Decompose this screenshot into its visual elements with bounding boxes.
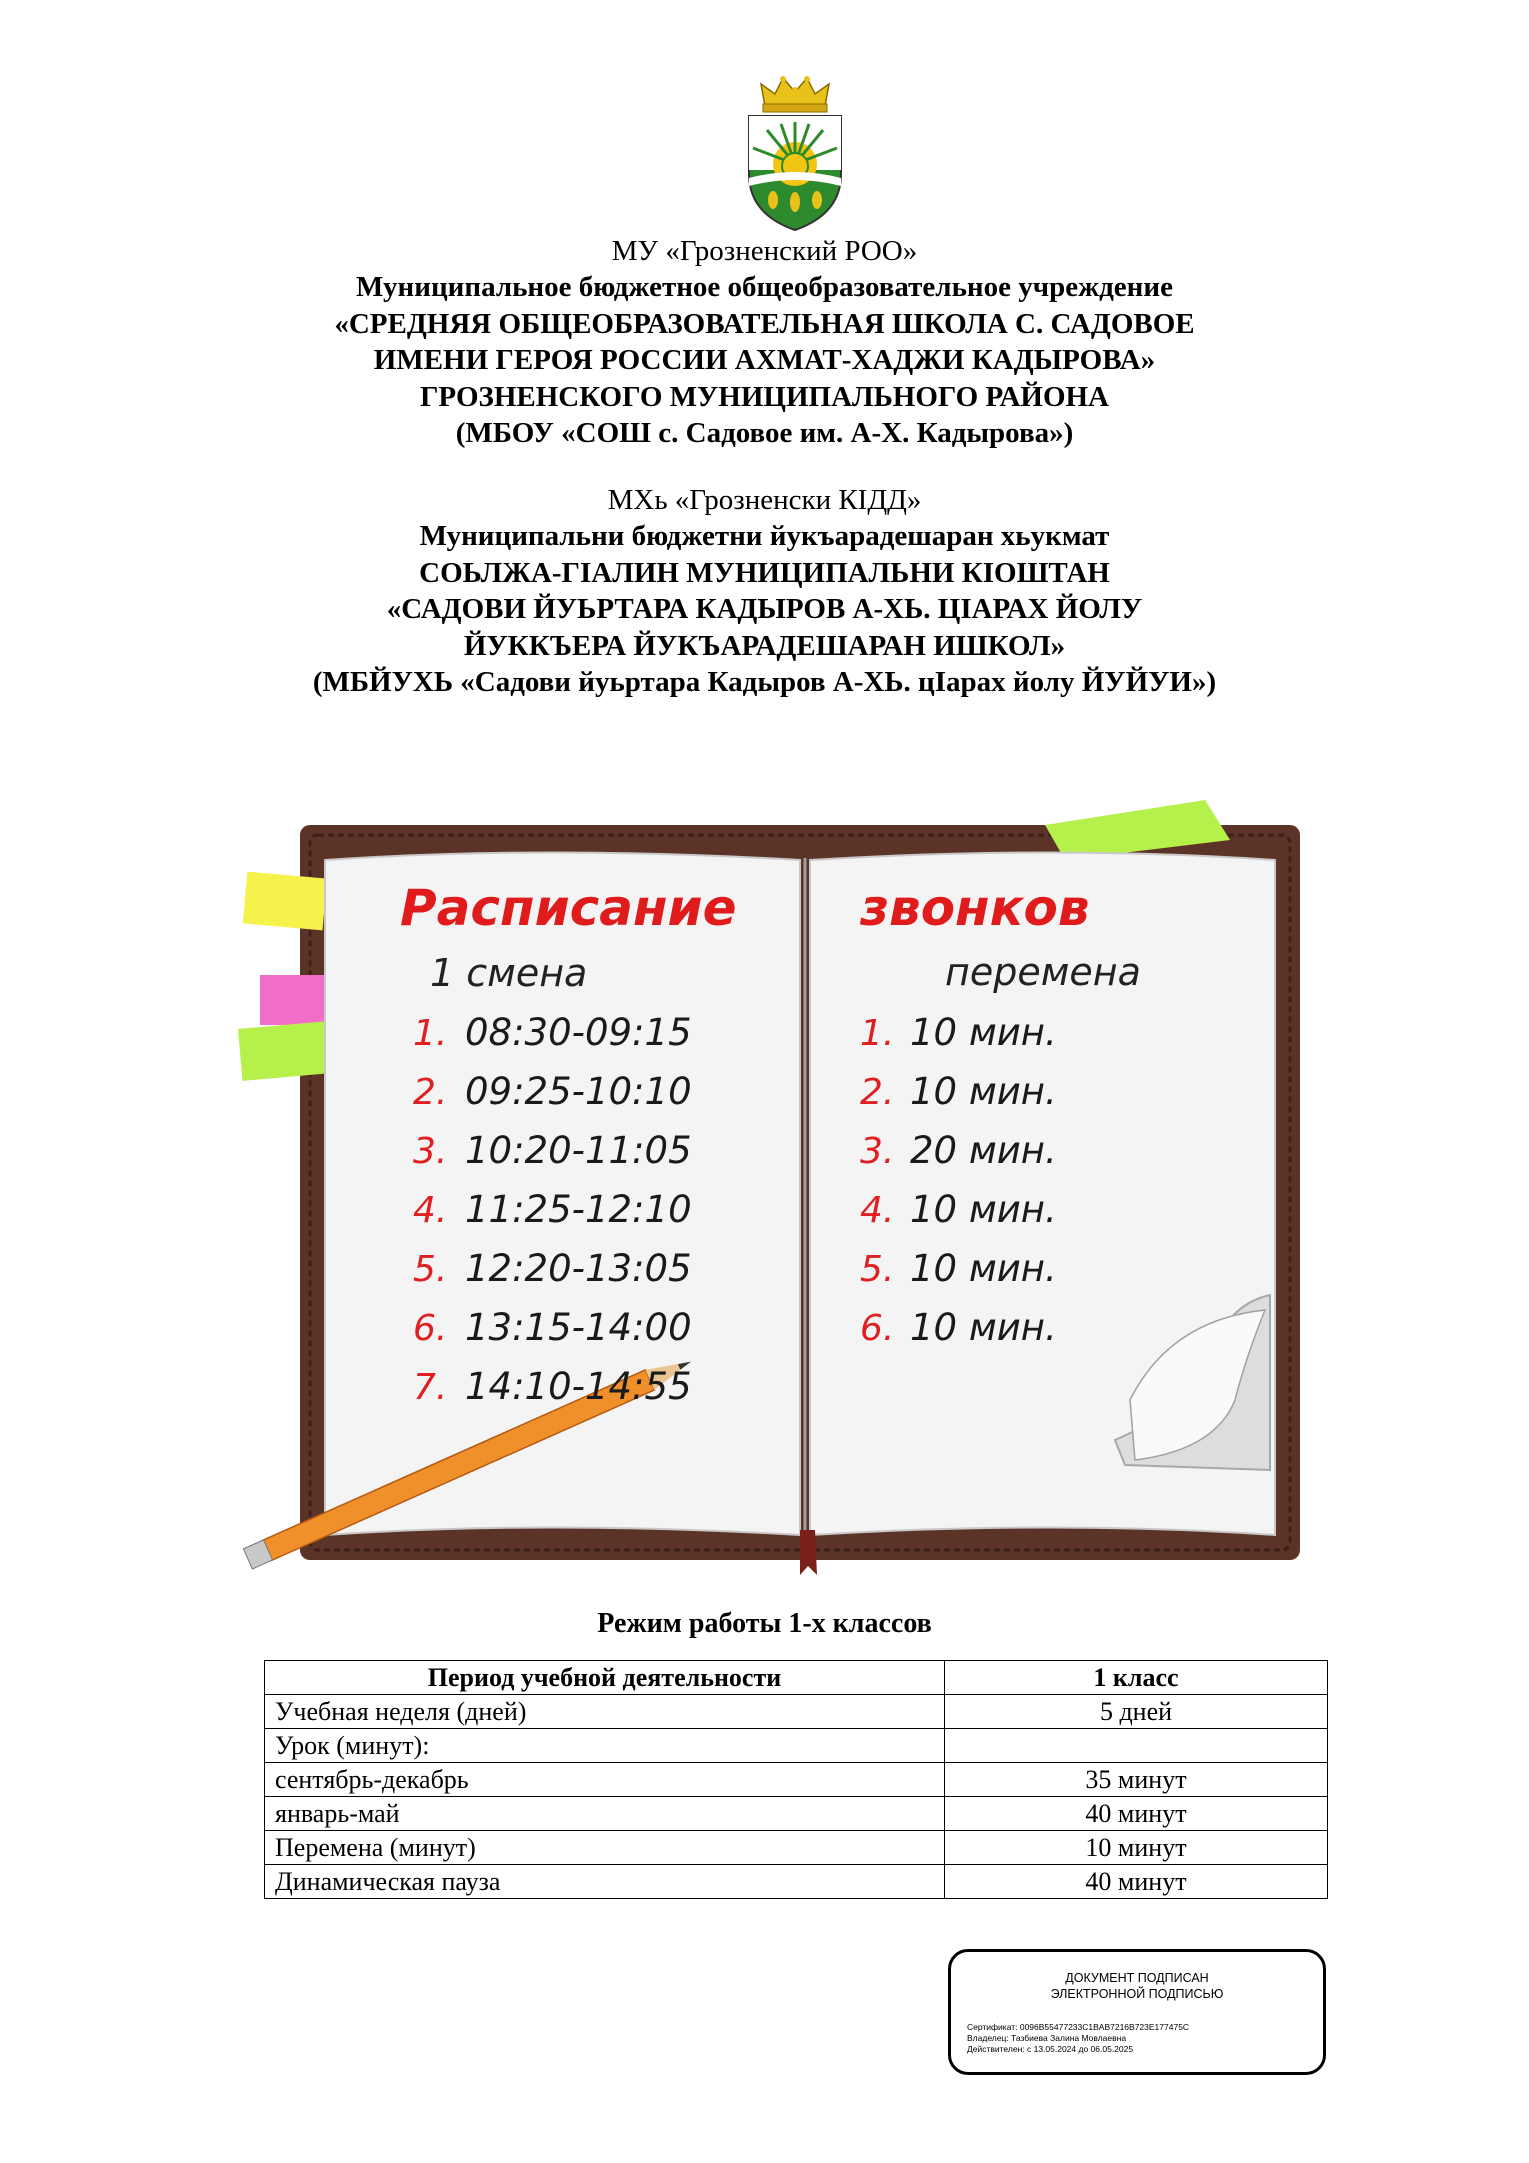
table-row: [265, 1797, 1328, 1831]
table-cell: Динамическая пауза: [265, 1865, 945, 1899]
lesson-number: 7.: [413, 1367, 448, 1408]
lesson-number: 5.: [413, 1249, 448, 1290]
lesson-time: 09:25-10:10: [465, 1070, 692, 1113]
lesson-number: 1.: [413, 1013, 448, 1054]
school-name-line-3: ГРОЗНЕНСКОГО МУНИЦИПАЛЬНОГО РАЙОНА: [419, 380, 1110, 413]
table-row: [265, 1729, 1328, 1763]
sticky-note-green: [238, 1021, 332, 1081]
break-number: 6.: [860, 1308, 895, 1349]
table-cell: [945, 1729, 1328, 1763]
table-cell: 35 минут: [945, 1763, 1328, 1797]
break-number: 4.: [860, 1190, 895, 1231]
school-header-chechen: [200, 482, 1329, 700]
table-cell: Урок (минут):: [265, 1729, 945, 1763]
lesson-time: 14:10-14:55: [465, 1365, 692, 1408]
shift-label: 1 смена: [430, 951, 588, 995]
institution-type: Муниципальни бюджетни йукъарадешаран хьукмат: [419, 520, 1110, 553]
school-name-line-2: ИМЕНИ ГЕРОЯ РОССИИ АХМАТ-ХАДЖИ КАДЫРОВА»: [373, 344, 1156, 377]
table-cell: 5 дней: [945, 1695, 1328, 1729]
table-cell: Перемена (минут): [265, 1831, 945, 1865]
lesson-time: 10:20-11:05: [465, 1129, 692, 1172]
lesson-time: 13:15-14:00: [465, 1306, 692, 1349]
schedule-title-right: звонков: [860, 879, 1090, 937]
break-duration: 10 мин.: [910, 1247, 1057, 1290]
break-duration: 20 мин.: [910, 1129, 1057, 1172]
table-cell: 40 минут: [945, 1865, 1328, 1899]
org-name: МУ «Грозненский РОО»: [611, 235, 918, 267]
break-column-header: перемена: [945, 950, 1141, 994]
school-name-line-3: ЙУККЪЕРА ЙУКЪАРАДЕШАРАН ИШКОЛ»: [463, 629, 1066, 662]
school-short-name: (МБЙУХЬ «Садови йуьртара Кадыров А-ХЬ. цIарах йолу ЙУЙУИ»): [312, 666, 1217, 699]
table-cell: 10 минут: [945, 1831, 1328, 1865]
electronic-signature-stamp: [948, 1949, 1326, 2075]
institution-type: Муниципальное бюджетное общеобразовательное учреждение: [356, 271, 1173, 304]
table-header-row: [265, 1661, 1328, 1695]
org-name: МХь «Грозненски КIДД»: [607, 484, 922, 516]
school-name-line-1: СОЬЛЖА-ГIАЛИН МУНИЦИПАЛЬНИ КIОШТАН: [419, 556, 1110, 589]
break-duration: 10 мин.: [910, 1188, 1057, 1231]
break-number: 2.: [860, 1072, 895, 1113]
lesson-time: 12:20-13:05: [465, 1247, 692, 1290]
table-row: [265, 1763, 1328, 1797]
lesson-number: 4.: [413, 1190, 448, 1231]
first-grade-mode-table: [264, 1660, 1328, 1899]
table-cell: январь-май: [265, 1797, 945, 1831]
mode-table-title: Режим работы 1-х классов: [597, 1608, 932, 1639]
schedule-title-left: Расписание: [400, 879, 737, 937]
table-row: [265, 1831, 1328, 1865]
crown-icon: [761, 76, 829, 112]
lesson-number: 2.: [413, 1072, 448, 1113]
break-number: 3.: [860, 1131, 895, 1172]
table-cell: 40 минут: [945, 1797, 1328, 1831]
table-row: [265, 1695, 1328, 1729]
break-number: 5.: [860, 1249, 895, 1290]
break-duration: 10 мин.: [910, 1070, 1057, 1113]
stamp-line-2: ЭЛЕКТРОННОЙ ПОДПИСЬЮ: [1050, 1987, 1224, 2001]
column-header-period: Период учебной деятельности: [265, 1661, 945, 1695]
stamp-certificate: Сертификат: 0096B55477233C1BAB7216B723E177475C: [967, 2022, 1190, 2032]
stamp-owner: Владелец: Тазбиева Залина Мовлаевна: [967, 2033, 1127, 2043]
break-number: 1.: [860, 1013, 895, 1054]
table-cell: Учебная неделя (дней): [265, 1695, 945, 1729]
school-header-russian: [200, 233, 1329, 451]
school-name-line-1: «СРЕДНЯЯ ОБЩЕОБРАЗОВАТЕЛЬНАЯ ШКОЛА С. САДОВОЕ: [334, 307, 1195, 340]
table-row: [265, 1865, 1328, 1899]
column-header-grade: 1 класс: [945, 1661, 1328, 1695]
bell-schedule-notebook: [225, 800, 1325, 1590]
break-duration: 10 мин.: [910, 1011, 1057, 1054]
lesson-number: 3.: [413, 1131, 448, 1172]
school-short-name: (МБОУ «СОШ с. Садовое им. А-Х. Кадырова»): [455, 417, 1074, 450]
lesson-time: 11:25-12:10: [465, 1188, 692, 1231]
table-cell: сентябрь-декабрь: [265, 1763, 945, 1797]
school-name-line-2: «САДОВИ ЙУЬРТАРА КАДЫРОВ А-ХЬ. ЦIАРАХ ЙОЛУ: [386, 593, 1143, 626]
sticky-note-yellow: [243, 872, 327, 931]
stamp-validity: Действителен: с 13.05.2024 до 06.05.2025: [967, 2044, 1134, 2054]
district-coat-of-arms-emblem: [743, 74, 847, 232]
break-duration: 10 мин.: [910, 1306, 1057, 1349]
lesson-number: 6.: [413, 1308, 448, 1349]
bookmark-ribbon: [800, 1530, 817, 1575]
lesson-time: 08:30-09:15: [465, 1011, 692, 1054]
stamp-line-1: ДОКУМЕНТ ПОДПИСАН: [1065, 1971, 1209, 1985]
sticky-note-pink: [260, 975, 330, 1025]
